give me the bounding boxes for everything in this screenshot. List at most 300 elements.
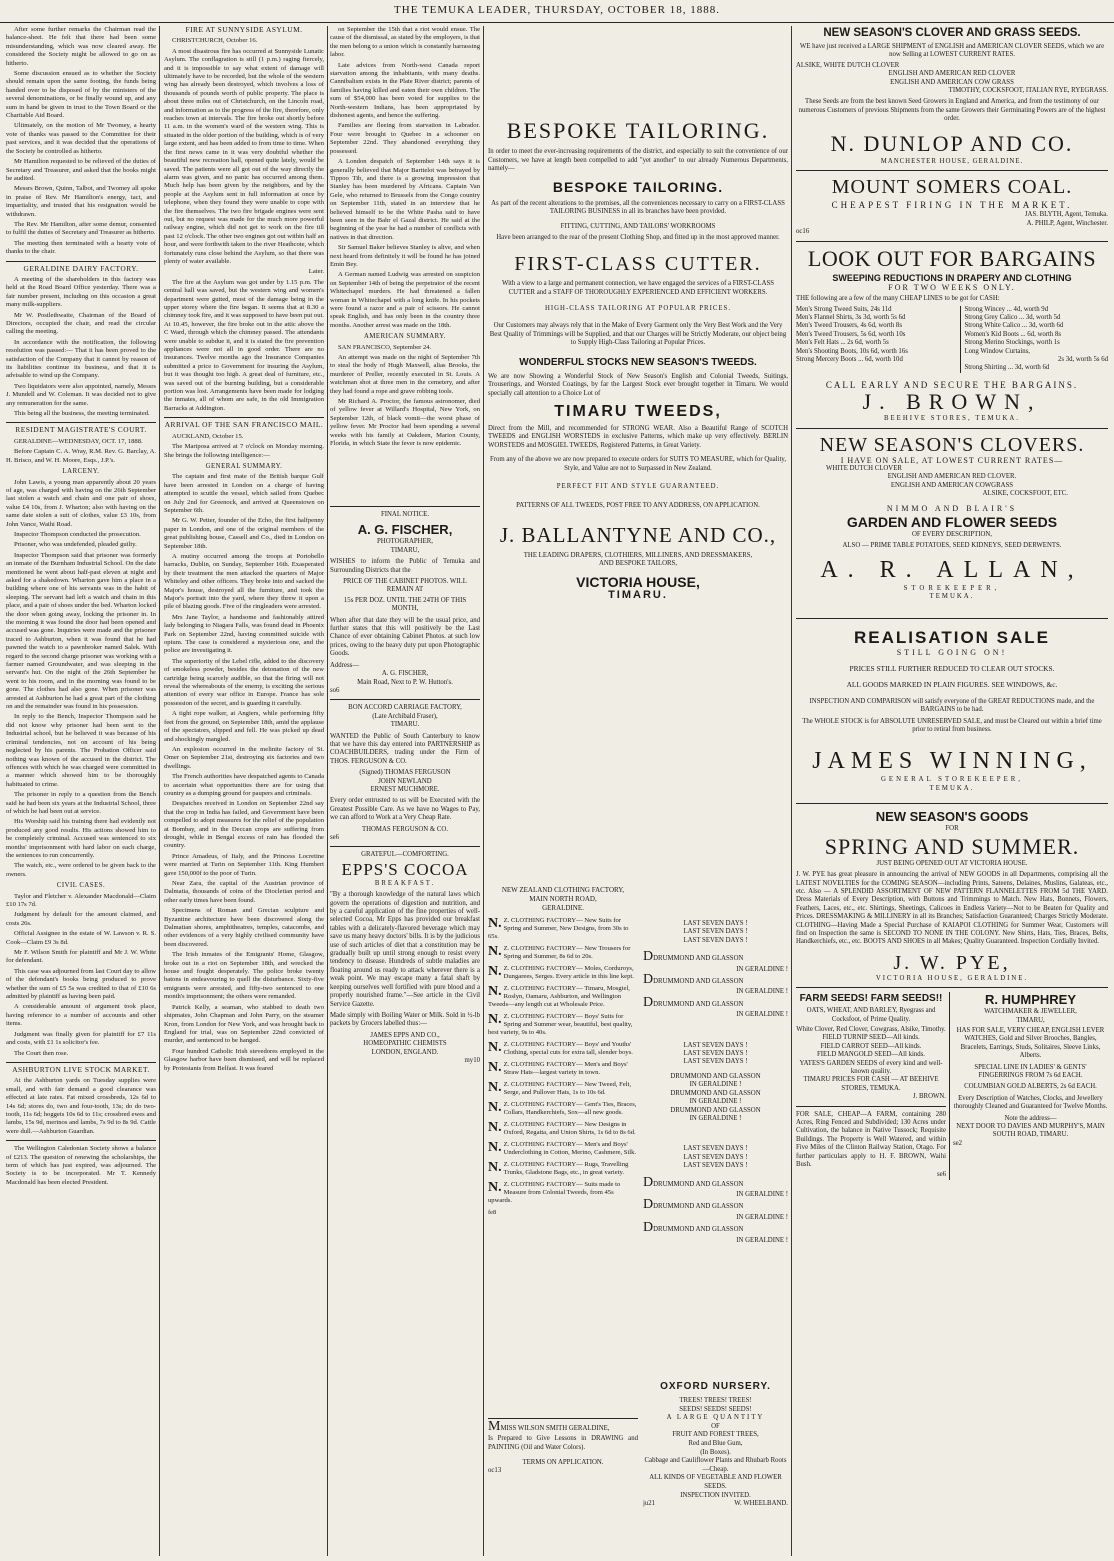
list-item: N. Z. CLOTHING FACTORY— New Tweed, Felt, Serge, and Pullover Hats, 1s to 10s 6d. <box>488 1080 632 1096</box>
ad-address: Main Road, Next to P. W. Hutton's. <box>357 678 453 686</box>
paragraph: A most disastrous fire has occurred at Sunnyside Lunatic Asylum. The conflagration is still (1 p.m.) raging fiercely, and it is impossible to say what extent of damage will ultimately have to be recorded, but the whole of the western wing has already been destroyed, which involves a loss of thousands of pounds worth of public property. The place is about three miles out of Christchurch, on the Lincoln road, and information as to the progress of the fire, therefore, only reaches town at intervals. The fire broke out shortly before 11 a.m. in the women's ward of the western wing. This is situated in the older portion of the building, which is of very large extent, and has been added to from time to time. When the first news came in it was very doubtful whether the beautiful new recreation hall, opened quite lately, would be saved. The patients were all got out of the way directly the alarm was given, and no panic has occurred among them. Much help has been given by the neighbors, and by the people at the Asylum sent in full information at once by telephone, when they found they were unable to cope with the fire themselves. The two fire brigade engines were sent out, but no request was made for the much more powerful railway engine, which did not get to work on the fire till past 12 o'clock. The other two engines got out within half an hour, and were forthwith taken to the river Heathcote, which fortunately runs close behind the Asylum, so that there was plenty of water available. <box>164 47 324 265</box>
ad-terms: TERMS ON APPLICATION. <box>522 1458 604 1466</box>
ad-body: INSPECTION AND COMPARISON will satisfy everyone of the GREAT REDUCTIONS made, and the BARGAINS to be had. <box>809 697 1095 714</box>
ad-town: TEMUKA. <box>929 593 975 601</box>
ad-body: FRUIT AND FOREST TREES, <box>672 1431 759 1439</box>
ad-firm: DRUMMOND AND GLASSON <box>670 1089 761 1097</box>
ad-body: ALSIKE, COCKSFOOT, ETC. <box>982 490 1068 498</box>
ad-body: ENGLISH AND AMERICAN COW GRASS <box>890 78 1014 86</box>
ad-slogan: LAST SEVEN DAYS ! <box>683 1162 748 1170</box>
ad-body: Made simply with Boiling Water or Milk. Sold in ½-lb packets by Grocers labelled thus:— <box>330 1011 480 1028</box>
paragraph: The Court then rose. <box>14 1049 69 1057</box>
ad-title: EPPS'S COCOA <box>341 859 469 879</box>
ad-body: Is Prepared to Give Lessons in DRAWING and PAINTING (Oil and Water Colors). <box>488 1435 638 1451</box>
oxford-nursery-ad <box>643 1380 788 1556</box>
divider <box>796 241 1108 242</box>
paragraph: Despatches received in London on September 22nd say that the crop in India has failed, and Government have been compelled to adopt measures for the relief of the population at Bombay, and in the Deccan crops are suffering from drought, while in Bengal excess of rain has flooded the country. <box>164 800 324 850</box>
paragraph: Mrs Jane Taylor, a handsome and fashionably attired lady belonging to Niagara Falls, was found dead in Phoenix Park on September 22nd, having committed suicide with opium. The case is considered a mysterious one, and the police are investigating it. <box>164 613 324 655</box>
paragraph: Four hundred Catholic Irish stevedores employed in the Glasgow harbor have been dismissed, and will be replaced by Protestants from Belfast. It was feared <box>164 1047 324 1072</box>
ad-sub: FOR TWO WEEKS ONLY. <box>888 282 1016 292</box>
ad-sub: (Late Archibald Fraser), <box>372 712 438 720</box>
paragraph: Official Assignee in the estate of W. Lawson v. R. S. Cook—Claim £9 3s 8d. <box>6 930 156 946</box>
list-item: Strong Shirting ... 3d, worth 6d <box>964 364 1050 372</box>
paragraph: In accordance with the notification, the following resolution was passed:— That it has been proved to the satisfaction of the Company that it cannot by reason of its liabilities continue its business, and that it is advisable to wind up the Company. <box>6 338 156 380</box>
ad-notice: FINAL NOTICE. <box>380 511 430 518</box>
divider <box>6 1140 156 1141</box>
ad-body: HIGH-CLASS TAILORING AT POPULAR PRICES. <box>544 305 732 313</box>
list-item: Long Window Curtains, <box>964 347 1030 355</box>
list-item: N. Z. CLOTHING FACTORY— New Suits for Spring and Summer, New Designs, from 30s to 65s. <box>488 916 629 940</box>
ad-body: ENGLISH AND AMERICAN COWGRASS <box>890 481 1014 489</box>
section-heading: RESIDENT MAGISTRATE'S COURT. <box>6 422 156 434</box>
ad-signed: JOHN NEWLAND <box>378 777 432 785</box>
drummond-glasson-ad <box>643 920 788 1350</box>
list-item: 2s 3d, worth 5s 6d <box>1057 355 1108 363</box>
ad-body: PERFECT FIT AND STYLE GUARANTEED. <box>556 483 720 491</box>
column-rule <box>949 992 950 1180</box>
list-item: N. Z. CLOTHING FACTORY— Men's and Boys' Straw Hats—largest variety in town. <box>488 1060 628 1076</box>
ad-code: se2 <box>953 1139 963 1147</box>
ad-firm: DDRUMMOND AND GLASSON <box>643 994 744 1010</box>
ad-title: R. HUMPHREY <box>984 992 1076 1008</box>
paragraph: Mr Hamilton requested to be relieved of the duties of Secretary and Treasurer, and asked that the books might be audited. <box>6 158 156 182</box>
humphrey-ad <box>953 992 1108 1180</box>
ad-tag: GRATEFUL—COMFORTING. <box>361 851 449 859</box>
ad-maker: LONDON, ENGLAND. <box>371 1048 439 1056</box>
ad-sub: BREAKFAST. <box>374 879 436 887</box>
ad-body: ALSO — PRIME TABLE POTATOES, SEED KIDNEYS, SEED DERWENTS. <box>842 542 1062 550</box>
ad-maker: HOMEOPATHIC CHEMISTS <box>363 1040 447 1048</box>
ad-body: THE following are a few of the many CHEAP LINES to be got for CASH: <box>796 295 1000 303</box>
ad-body: J. W. PYE has great pleasure in announcing the arrival of NEW GOODS in all Departments, comprising all the LATEST NOVELTIES for the COMING SEASON—including Prints, Sateens, Delaines, Muslins, Galateas, etc., etc. Also — A SPLENDID ASSORTMENT OF NEW PATTERN FLANNELETTES FROM 5d THE YARD. Dress Materials of Every Description, with Buttons and Trimmings to Match. New Hats, Bonnets, Flowers, Feathers, Laces, etc., etc. Shirtings, Sheetings, Calicoes in Endless Variety—Not to be Beaten for Quality and Prices. DRESSMAKING & MILLINERY in all its Branches; Satisfaction Guaranteed; Charges Strictly Moderate. CLOTHING—Having Made a Special Purchase of KAIAPOI CLOTHING for Summer Wear, Customers will find on Inspection the same is SECOND TO NONE IN THE COLONY. New Shirts, Hats, Ties, Braces, Belts, Handkerchiefs, etc., etc. BOOTS AND SHOES in all Makes; Quality Guaranteed. Inspection Cordially Invited. <box>796 871 1108 946</box>
ad-title: MOUNT SOMERS COAL. <box>831 176 1073 199</box>
ad-title: REALISATION SALE <box>853 627 1051 647</box>
dateline: AUCKLAND, October 15. <box>172 432 244 440</box>
ad-body: Note the address— <box>1004 1114 1057 1122</box>
paragraph: Families are fleeing from starvation in Labrador. Four were brought to Quebec in a schooner on September 22nd. They abandoned everything they possessed. <box>330 122 480 155</box>
dateline: SAN FRANCISCO, September 24. <box>338 343 432 351</box>
ad-agent: JAS. BLYTH, Agent, Temuka. <box>1024 211 1108 219</box>
divider <box>330 846 480 847</box>
column-rule <box>791 26 792 1556</box>
list-item: N. Z. CLOTHING FACTORY— Suits made to Measure from Colonial Tweeds, from 45s upwards. <box>488 1180 621 1204</box>
paragraph: Before Captain C. A. Wray, R.M. Rev. G. Barclay, A. H. Brisco, and W. H. Moore, Esqs., J.P.'s. <box>6 448 156 464</box>
paragraph: Two liquidators were also appointed, namely, Messrs J. Mundell and W. Coleman. It was decided not to give any remuneration for the same. <box>6 382 156 407</box>
ad-house: VICTORIA HOUSE, GERALDINE. <box>875 974 1029 982</box>
ad-title: NEW SEASON'S CLOVERS. <box>819 433 1085 456</box>
ad-title: BON ACCORD CARRIAGE FACTORY, <box>348 704 462 712</box>
paragraph: Judgment was finally given for plaintiff for £7 11s and costs, with £1 1s solicitor's fee. <box>6 1030 156 1047</box>
list-item: Men's Tweed Trousers, 5s 6d, worth 10s <box>796 330 906 338</box>
ad-body: I HAVE ON SALE, AT LOWEST CURRENT RATES— <box>840 455 1064 465</box>
paragraph: At the Ashburton yards on Tuesday supplies were small, and with fair demand a good clearance was effected at late rates. Fat mixed crossbreds, 12s 6d to 14s 6d; stores do, two and four-tooth, 13s; do do two-tooth, 11s 6d; hoggets 10s 6d to 11s; crossbred ewes and lambs, 15s 9d, merinos and lambs, 7s 9d to 8s 9d. Cattle were dull.—Ashburton Guardian. <box>6 1077 156 1135</box>
list-item: N. Z. CLOTHING FACTORY— New Designs in Oxford, Regatta, and Union Shirts, 1s 6d to 8s 6d. <box>488 1120 636 1136</box>
paragraph: The French authorities have despatched agents to Canada to ascertain what opportunities there are for using that country as a dumping ground for paupers and criminals. <box>164 773 324 797</box>
ad-body: ALL KINDS OF VEGETABLE AND FLOWER SEEDS. <box>649 1474 782 1490</box>
ad-body: FIELD CARROT SEED—All kinds. <box>820 1042 922 1050</box>
paragraph: A meeting of the shareholders in this factory was held at the Road Board Office yesterday. There was a fair number present, including on this occasion a great many milk-suppliers. <box>6 275 156 309</box>
ad-code: ju21 <box>643 1500 656 1508</box>
ad-body: ALL GOODS MARKED IN PLAIN FIGURES. SEE WINDOWS, &c. <box>846 680 1058 690</box>
ad-addr: MAIN NORTH ROAD, <box>529 895 597 903</box>
news-column-3 <box>330 26 480 446</box>
list-item: Men's Felt Hats ... 2s 6d, worth 5s <box>796 339 889 347</box>
list-item: Men's Shooting Boots, 10s 6d, worth 16s <box>796 347 908 355</box>
ad-firm: DDRUMMOND AND GLASSON <box>643 1174 744 1190</box>
ad-house: VICTORIA HOUSE, <box>576 573 700 590</box>
ad-code: oc13 <box>488 1467 502 1475</box>
ad-title: NEW ZEALAND CLOTHING FACTORY, <box>501 886 625 894</box>
list-item: N. Z. CLOTHING FACTORY— Moles, Corduroys, Dungarees, Serges. Every article in this line kept. <box>488 964 634 980</box>
paragraph: The watch, etc., were ordered to be given back to the owners. <box>6 862 156 878</box>
sub-heading: AMERICAN SUMMARY. <box>363 333 447 341</box>
ad-body: Our Customers may always rely that in the Make of Every Garment only the Very Best Work and the Very Best Quality of Trimmings will be Supplied, and that our Charges will be Strictly Moderate, our object being to Supply High-Class Tailoring at Popular Prices. <box>489 321 787 347</box>
ad-firm-town: IN GERALDINE ! <box>689 1114 742 1122</box>
ad-body: Cabbage and Cauliflower Plants and Rhubarb Roots—Cheap. <box>644 1457 787 1473</box>
ad-body: "By a thorough knowledge of the natural laws which govern the operations of digestion and nutrition, and by a careful application of the fine properties of well-selected Cocoa, Mr Epps has provided our breakfast tables with a delicately-flavored beverage which may save us many heavy doctors' bills. It is by the judicious use of such articles of diet that a constitution may be gradually built up until strong enough to resist every tendency to disease. Hundreds of subtle maladies are floating around us ready to attack wherever there is a weak point. We may escape many a fatal shaft by keeping ourselves well fortified with pure blood and a properly nourished frame."—See article in the Civil Service Gazette. <box>330 891 480 1008</box>
paragraph: Specimens of Roman and Grecian sculpture and Byzantine architecture have been discovered along the Dalmatian shores, amphitheatres, temples, catacombs, and other evidences of a very highly civilised community have been discovered. <box>164 907 324 948</box>
bargains-left <box>796 306 958 373</box>
ad-code: se6 <box>330 834 340 841</box>
paragraph: This being all the business, the meeting terminated. <box>14 410 150 418</box>
dateline: CHRISTCHURCH, October 16. <box>172 37 258 45</box>
list-item: N. Z. CLOTHING FACTORY— Rugs, Travelling Trunks, Gladstone Bags, etc., in great variety. <box>488 1160 629 1176</box>
paragraph: Sir Samuel Baker believes Stanley is alive, and when next heard from definitely it will be found he has joined Emin Bey. <box>330 244 480 268</box>
ad-footer <box>643 1500 788 1509</box>
ad-sub: STILL GOING ON! <box>896 647 1008 657</box>
ad-address: Address— <box>330 661 360 669</box>
ad-body: PRICES STILL FURTHER REDUCED TO CLEAR OUT STOCKS. <box>849 664 1055 674</box>
ad-place: TIMARU. <box>390 721 420 729</box>
paragraph: Messrs Brown, Quinn, Talbot, and Twomey all spoke in praise of Rev. Mr Hamilton's energy, tact, and impartiality, and trusted that his resignation would be withdrawn. <box>6 185 156 218</box>
sub-heading: CIVIL CASES. <box>56 882 106 890</box>
ad-trade: WATCHMAKER & JEWELLER, <box>984 1008 1077 1016</box>
ad-sub: FOR <box>945 825 959 833</box>
farm-seeds-ad <box>796 992 946 1180</box>
ad-town: TIMARU, <box>1016 1016 1045 1024</box>
sub-heading: LARCENY. <box>62 468 100 476</box>
ad-body: Every order entrusted to us will be Executed with the Greatest Possible Care. As we have no Wages to Pay, we can afford to Work at a Very Cheap Rate. <box>330 797 480 822</box>
ad-slogan: LAST SEVEN DAYS ! <box>683 1041 748 1049</box>
paragraph: Taylor and Fletcher v. Alexander Macdonald—Claim £10 17s 7d. <box>6 892 156 908</box>
ad-code: oc16 <box>796 228 810 236</box>
ad-title: FARM SEEDS! FARM SEEDS!! <box>799 993 943 1005</box>
ad-body: As part of the recent alterations to the premises, all the conveniences necessary to carry on a FIRST-CLASS TAILORING BUSINESS in all its branches have been provided. <box>491 199 785 216</box>
list-item: N. Z. CLOTHING FACTORY— Boys' and Youths' Clothing, special cuts for extra tall, slender boys. <box>488 1040 633 1056</box>
ad-firm-town: IN GERALDINE ! <box>736 1213 788 1221</box>
ad-firm-town: IN GERALDINE ! <box>736 965 788 973</box>
list-item: Strong White Calico ... 3d, worth 6d <box>964 322 1064 330</box>
ad-body: NEXT DOOR TO DAVIES AND MURPHY'S, MAIN SOUTH ROAD, TIMARU. <box>956 1123 1105 1139</box>
paragraph: Inspector Thompson conducted the prosecution. <box>14 530 141 538</box>
ad-body: Every Description of Watches, Clocks, and Jewellery thoroughly Cleaned and Guaranteed for Twelve Months. <box>953 1094 1108 1111</box>
ad-body: INSPECTION INVITED. <box>680 1491 751 1499</box>
ad-slogan: LAST SEVEN DAYS ! <box>683 928 748 936</box>
ad-code: my10 <box>464 1056 480 1064</box>
ad-town: TEMUKA. <box>929 784 975 792</box>
miss-wilson-ad <box>488 1414 638 1554</box>
ad-owner: W. WHEELBAND. <box>734 1500 788 1508</box>
ad-body: ENGLISH AND AMERICAN RED CLOVER <box>888 70 1016 78</box>
paragraph: A mutiny occurred among the troops at Portobello barracks, Dublin, on Sunday, September 16th. Exasperated by their treatment the men attacked the quarters of Major Whiteley and other officers. They broke into and sacked the Major's house, destroyed all the furniture, and took the Major's portrait into the yard, where they threw it upon a pile of blazing goods. Five of the ringleaders were arrested. <box>164 552 324 611</box>
ad-body: In order to meet the ever-increasing requirements of the district, and especially to suit the convenience of our Customers, we have at length been compelled to add "yet another" to our already Numerous Departments, namely— <box>488 148 788 173</box>
section-heading: ARRIVAL OF THE SAN FRANCISCO MAIL. <box>164 417 324 429</box>
ad-body: OATS, WHEAT, AND BARLEY, Ryegrass and Cocksfoot, of Prime Quality. <box>806 1007 936 1023</box>
ad-firm: DRUMMOND AND GLASSON <box>670 1106 761 1114</box>
paragraph: Prisoner, who was undefended, pleaded guilty. <box>14 541 137 549</box>
ad-agent: A. PHILP, Agent, Winchester. <box>1026 219 1108 227</box>
ad-slogan: LAST SEVEN DAYS ! <box>683 1153 748 1161</box>
ad-body: FIELD TURNIP SEED—All kinds. <box>822 1034 920 1042</box>
divider <box>796 170 1108 171</box>
ads-column-3 <box>330 502 480 1556</box>
ad-firm: DDRUMMOND AND GLASSON <box>643 972 744 988</box>
paragraph: His Worship said his training there had evidently not produced any good results. His actions showed him to be completely criminal. Accused was sentenced to six months' imprisonment with hard labor on each charge, the sentences to run concurrently. <box>6 818 156 859</box>
paragraph: Mr W. Postlethwaite, Chairman of the Board of Directors, occupied the chair, and read the circular calling the meeting. <box>6 311 156 336</box>
ad-firm: A. R. ALLAN, <box>820 556 1084 583</box>
paragraph: The Wellington Caledonian Society shows a balance of £213. The question of renewing the scholarships, the term of which has just expired, was adjourned. The Society is to be incorporated. Mr T. Kennedy Macdonald has been elected President. <box>6 1145 156 1186</box>
list-item: N. Z. CLOTHING FACTORY— New Trousers for Spring and Summer, 8s 6d to 20s. <box>488 944 631 960</box>
ad-firm: N. DUNLOP AND CO. <box>830 130 1074 156</box>
divider <box>796 803 1108 804</box>
ad-title: NEW SEASON'S GOODS <box>875 809 1029 825</box>
ad-name: A. G. FISCHER, <box>357 522 453 538</box>
ad-title: LOOK OUT FOR BARGAINS <box>807 245 1097 271</box>
ad-line: CHEAPEST FIRING IN THE MARKET. <box>831 200 1073 211</box>
list-item: Men's Strong Tweed Suits, 24s 11d <box>796 305 892 313</box>
ad-town: TIMARU. <box>608 588 668 601</box>
paragraph: In reply to the Bench, Inspector Thompson said he did not know why prisoner had been sent to the Industrial school, but he believed it was because of his criminal tendencies, not on account of his being neglected by his parents. The Probation Officer said nothing was known of the accused in the district. The offences with which he was charged were committed in a manner which showed him to be thoroughly habituated to crime. <box>6 713 156 788</box>
ad-body: With a view to a large and permanent connection, we have engaged the services of a FIRST-CLASS CUTTER and a STAFF OF THOROUGHLY EXPERIENCED AND EFFICIENT WORKERS. <box>501 280 775 296</box>
ad-body: When after that date they will be the usual price, and further states that this will positively be the Last Chance of ever obtaining Cabinet Photos. at such low prices, owing to the heavy duty put upon Photographic Goods. <box>330 616 480 658</box>
ad-firm: J. BROWN. <box>912 1093 946 1101</box>
ad-title: BESPOKE TAILORING. <box>506 118 770 143</box>
paragraph: Ultimately, on the motion of Mr Twomey, a hearty vote of thanks was passed to the Committee for their past services, and it was decided that the operations of the Society be controlled as hitherto. <box>6 122 156 155</box>
ad-body: TIMOTHY, COCKSFOOT, ITALIAN RYE, RYEGRASS. <box>948 87 1108 95</box>
column-rule <box>483 26 484 1556</box>
ad-slogan: LAST SEVEN DAYS ! <box>683 936 748 944</box>
ad-slogan: LAST SEVEN DAYS ! <box>683 1058 748 1066</box>
ad-body: OF EVERY DESCRIPTION, <box>912 531 992 538</box>
masthead <box>0 0 1114 23</box>
ad-call: CALL EARLY AND SECURE THE BARGAINS. <box>825 379 1079 390</box>
ad-firm: JAMES WINNING, <box>812 748 1092 775</box>
divider <box>488 1418 638 1419</box>
ad-house: MANCHESTER HOUSE, GERALDINE. <box>880 157 1024 165</box>
paragraph: This case was adjourned from last Court day to allow of the defendant's books being produced to prove whether the sum of £5 5s was credited to that of £10 6s admitted by plaintiff as having been paid. <box>6 967 156 1001</box>
ad-body: TIMARU PRICES FOR CASH — AT BEEHIVE STORES, TEMUKA. <box>803 1076 939 1092</box>
paragraph: Mr F. Wilson Smith for plaintiff and Mr J. W. White for defendant. <box>6 949 156 965</box>
ad-firm: DDRUMMOND AND GLASSON <box>643 1197 744 1213</box>
paragraph: GERALDINE—WEDNESDAY, OCT. 17, 1888. <box>14 437 143 445</box>
ad-body: TREES! TREES! TREES! <box>679 1397 752 1404</box>
ad-body: OF <box>711 1422 720 1430</box>
ad-body: ALSIKE, WHITE DUTCH CLOVER <box>796 61 900 69</box>
ad-sub: GARDEN AND FLOWER SEEDS <box>846 514 1058 530</box>
divider <box>330 699 480 700</box>
ad-body: From any of the above we are now prepared to execute orders for SUITS TO MEASURE, which for Quality, Style, and Value are not to Surpassed in New Zealand. <box>489 456 787 472</box>
ad-sub: JUST BEING OPENED OUT AT VICTORIA HOUSE. <box>876 859 1028 867</box>
ad-body: FIELD MANGOLD SEED—All kinds. <box>817 1051 925 1059</box>
paragraph: Patrick Kelly, a seaman, who stabbed to death two shipmates, John Chapman and John Parry, on the steamer Kron, from London for New York, and was brought back to England for trial, was on September 22nd convicted of murder, and sentenced to be hanged. <box>164 1003 324 1045</box>
nz-clothing-factory-ad <box>488 886 638 1406</box>
list-item: Strong Merino Stockings, worth 1s <box>964 339 1060 347</box>
ad-body: Direct from the Mill, and recommended for STRONG WEAR. Also a Beautiful Range of SCOTCH TWEEDS and ENGLISH WORSTEDS in exclusive Patterns, which make up very effectively. BERLIN WORSTEDS and MOSGIEL TWEEDS, Registered Patterns, in Great Variety. <box>488 424 788 449</box>
ad-body: 15s PER DOZ. UNTIL THE 24TH OF THIS MONTH, <box>343 596 467 613</box>
ad-title: MMISS WILSON SMITH GERALDINE, <box>488 1419 610 1434</box>
ad-firm-town: IN GERALDINE ! <box>689 1081 742 1089</box>
paragraph: The Irish inmates of the Emigrants' Home, Glasgow, broke out in a riot on September 18th, and wrecked the house and fought desperately. The police broke twenty batons in endeavouring to quell the disturbance. Sixty-five emigrants were arrested, and fifty-two sentenced to one month's imprisonment; the others were remanded. <box>164 951 324 1001</box>
ad-body: FITTING, CUTTING, AND TAILORS' WORKROOMS <box>560 222 716 230</box>
paragraph: Near Zara, the capital of the Austrian province of Dalmatia, thousands of coins of the Diocletian period and other early times have been found. <box>164 880 324 904</box>
ad-code: so6 <box>330 686 340 694</box>
ad-sub: SWEEPING REDUCTIONS IN DRAPERY AND CLOTHING <box>832 272 1072 283</box>
ad-place: BEEHIVE STORES, TEMUKA. <box>884 415 1020 423</box>
news-column-2 <box>164 26 324 1556</box>
ad-slogan: LAST SEVEN DAYS ! <box>683 1050 748 1058</box>
masthead-title: THE TEMUKA LEADER, THURSDAY, OCTOBER 18, 1888. <box>394 4 720 16</box>
ad-body: SEEDS! SEEDS! SEEDS! <box>679 1405 752 1413</box>
ad-body: SPECIAL LINE IN LADIES' & GENTS' FINGERRINGS FROM 7s 6d EACH. <box>974 1063 1087 1079</box>
ad-body: NIMMO AND BLAIR'S <box>886 503 1018 513</box>
ad-body: WHITE DUTCH CLOVER <box>826 464 902 472</box>
ad-slogan: LAST SEVEN DAYS ! <box>683 920 748 927</box>
ad-body: HAS FOR SALE, VERY CHEAP, ENGLISH LEVER WATCHES, Gold and Silver Brooches, Bangles, Bracelets, Earrings, Studs, Solitaires, Sleeve Links, Alberts. <box>956 1026 1105 1060</box>
ad-sub: WONDERFUL STOCKS NEW SEASON'S TWEEDS. <box>519 356 757 368</box>
ad-firm-town: IN GERALDINE ! <box>736 988 788 996</box>
paragraph: A tight rope walker, at Angiers, while performing fifty feet from the ground, on September 18th, amid the applause of the spectators, slipped and fell. He was picked up dead and shockingly mangled. <box>164 710 324 743</box>
ad-body: COLUMBIAN GOLD ALBERTS, 2s 6d EACH. <box>964 1083 1097 1091</box>
section-heading: ASHBURTON LIVE STOCK MARKET. <box>6 1062 156 1074</box>
ad-body: WANTED the Public of South Canterbury to know that we have this day entered into PARTNERSHIP as COACHBUILDERS, trading under the Firm of THOS. FERGUSON & CO. <box>330 732 480 765</box>
paragraph: Inspector Thompson said that prisoner was formerly an inmate of the Burnham Industrial School. On the date mentioned he went about half-past eleven at night and asked for a shakedown. Wharton gave him a place in a building where one of his servants was in the habit of sleeping. The servant had left a watch and chain in this place, and a pair of shoes under the bed. Wharton locked the door when going away, locking the prisoner in. In the morning it was found the door had been opened and accused was gone. Inquiries were made and the prisoner traced to Ashburton, when it was found that he had pawned the watch to a pawnbroker named Salek. With regard to the second charge prisoner was working with a farmer named Groundwater, and was sleeping in the servant's hut. On the night of the 26th September he went to his room, and in the morning was found to be gone. The clothes had also gone. When prisoner was arrested at Ashburton he had a great part of the clothing on and the remainder was found in his possession. <box>6 551 156 711</box>
ad-body: PRICE OF THE CABINET PHOTOS. WILL REMAIN AT <box>343 578 467 594</box>
ad-firm: DDRUMMOND AND GLASSON <box>643 949 744 965</box>
paragraph: Late advices from North-west Canada report starvation among the inhabitants, with many deaths. Cannibalism exists in the Plate River district; parents of families having killed and eaten their own children. The sum of $54,000 has been voted for supplies to the North-western Indians, has been appropriated by dishonest agents, and hence the suffering. <box>330 61 480 120</box>
ad-address: A. G. FISCHER, <box>381 670 429 678</box>
ad-signed: (Signed) THOMAS FERGUSON <box>359 769 451 777</box>
ad-firm-desc: THE LEADING DRAPERS, CLOTHIERS, MILLINERS, AND DRESSMAKERS, AND BESPOKE TAILORS, <box>523 551 753 568</box>
ad-title: NEW SEASON'S CLOVER AND GRASS SEEDS. <box>823 27 1081 39</box>
right-ads <box>796 26 1108 1556</box>
ad-maker: JAMES EPPS AND CO., <box>370 1031 440 1039</box>
paragraph: The superiority of the Lebel rifle, added to the discovery of smokeless powder, besides the detonation of the new cartridge being scarcely audible, so that the firing will not reveal the whereabouts of the enemy, is exciting the serious attention of every war office in Europe. France has sole possession of the secret, and is guarding it carefully. <box>164 657 324 707</box>
ad-firm: J. BROWN, <box>862 389 1042 415</box>
list-item: Men's Flannel Shirts, 3s 3d, worth 5s 6d <box>796 313 906 321</box>
list-item: Strong Wincey ... 4d, worth 9d <box>964 305 1049 313</box>
section-heading: GERALDINE DAIRY FACTORY. <box>6 261 156 273</box>
ad-trade: PHOTOGRAPHER, <box>377 538 433 546</box>
list-item: N. Z. CLOTHING FACTORY— Boys' Suits for Spring and Summer wear, beautiful, best quality, best variety, 9s to 40s. <box>488 1012 633 1036</box>
paragraph: The captain and first mate of the British barque Gulf have been arrested in London on a charge of having attempted to scuttle the vessel, which sailed from Quebec on July 2nd for Greenock, and arrived at Queenstown on September 6th. <box>164 473 324 514</box>
section-heading: FIRE AT SUNNYSIDE ASYLUM. <box>185 26 303 34</box>
list-item: N. Z. CLOTHING FACTORY— Men's and Boys' Underclothing in Cotton, Merino, Cashmere, Silk. <box>488 1140 637 1156</box>
dateline: Later. <box>308 268 324 276</box>
ad-firm-town: IN GERALDINE ! <box>689 1098 742 1106</box>
ad-body: (In Boxes). <box>700 1448 731 1456</box>
paragraph: Some discussion ensued as to whether the Society should remain upon the same footing, the funds being handed over to be disposed of by the ministers of the several denominations, or be finally wound up, and any sum in hand be given in trust to the Town Board or the Charitable Aid Board. <box>6 70 156 120</box>
paragraph: Mr Richard A. Proctor, the famous astronomer, died of yellow fever at Willard's Hospital, New York, on September 12th, of black vomit—the worst phase of yellow fever. Mr Proctor had been spending a several weeks with his family at Oakdeen, Marion County, Florida, in which State the fever is now epidemic. <box>330 398 480 446</box>
divider <box>330 506 480 507</box>
ad-body: YATES'S GARDEN SEEDS of every kind and well-known quality. <box>799 1059 943 1075</box>
ad-body: PATTERNS OF ALL TWEEDS, POST FREE TO ANY ADDRESS, ON APPLICATION. <box>516 502 760 510</box>
paragraph: A considerable amount of argument took place, having reference to a number of accounts and other items. <box>6 1003 156 1028</box>
ad-sub: TIMARU TWEEDS, <box>554 402 722 420</box>
paragraph: Prince Amadeus, of Italy, and the Princess Locretine were married at Turin on September 11th. King Humbert gave 150,000f to the poor of Turin. <box>164 852 324 877</box>
divider <box>796 987 1108 988</box>
divider <box>796 618 1108 619</box>
ad-trade: STOREKEEPER, <box>903 584 1001 592</box>
paragraph: Mr G. W. Petter, founder of the Echo, the first halfpenny paper in London, and one of the original members of the great publishing house, Cassell and Co., died in London on September 18th. <box>164 517 324 550</box>
bespoke-tailoring-ad <box>488 118 788 774</box>
ad-firm: DRUMMOND AND GLASSON <box>670 1072 761 1080</box>
ad-firm: J. BALLANTYNE AND CO., <box>499 522 777 547</box>
ad-body: Red and Blue Gum, <box>688 1439 743 1447</box>
ad-body: These Seeds are from the best known Seed Growers in England and America, and from the testimony of our numerous Customers of previous Shipments from the same Growers their Germinating Powers are of the highest order. <box>798 98 1106 123</box>
ad-body: We are now Showing a Wonderful Stock of New Season's English and Colonial Tweeds, Suitings, Trouserings, and Worsted Coatings, by far the Largest Stock ever brought together in Timaru. We would specially call attention to a Choice Lot of <box>488 372 788 397</box>
ad-title: OXFORD NURSERY. <box>660 1381 771 1392</box>
paragraph: Judgment by default for the amount claimed, and costs 26s. <box>6 911 156 927</box>
ad-slogan: LAST SEVEN DAYS ! <box>683 1145 748 1153</box>
ad-body: White Clover, Red Clover, Cowgrass, Alsike, Timothy. <box>796 1025 946 1033</box>
divider <box>796 1106 946 1107</box>
ad-place: TIMARU, <box>390 546 420 554</box>
column-rule <box>159 26 160 1556</box>
list-item: N. Z. CLOTHING FACTORY— Timaru, Mosgiel, Roslyn, Oamaru, Ashburton, and Wellington Tweeds—any length cut at Wholesale Price. <box>488 984 630 1008</box>
paragraph: A London despatch of September 14th says it is generally believed that Major Barttelot was betrayed by Tippoo Tib, and there is a growing impression that Stanley has been murdered by Africans. Captain Van Gele, who returned to Brussels from the Congo country on September 11th, stated in an interview that he believed himself to be the White Pasha said to have been seen in the Bahr el Gazal district. He said at the beginning of the year he had a number of conflicts with natives in that direction. <box>330 158 480 241</box>
ad-body: WISHES to inform the Public of Temuka and Surrounding Districts that the <box>330 558 480 574</box>
ad-code: se6 <box>936 1171 946 1179</box>
paragraph: The Mariposa arrived at 7 o'clock on Monday morning. She brings the following intelligence:— <box>164 443 324 459</box>
paragraph: A German named Ludwig was arrested on suspicion on September 14th of being the perpetrator of the recent Whitechapel murders. He had threatened a fallen woman in Whitechapel with a long knife. In his pockets were found a razor and a pair of scissors. He cannot speak English, and has only been in the country three months. Another arrest was made on the 18th. <box>330 271 480 329</box>
ad-title: FIRST-CLASS CUTTER. <box>514 253 762 276</box>
divider <box>796 428 1108 429</box>
paragraph: The prisoner in reply to a question from the Bench said he had been six years at the Industrial School, three of which he had been out at service. <box>6 791 156 815</box>
news-column-1 <box>6 26 156 1556</box>
ad-firm-town: IN GERALDINE ! <box>736 1190 788 1198</box>
paragraph: After some further remarks the Chairman read the balance-sheet. He felt that there had been some misunderstanding, which was now cleared away. He considered the Society might be allowed to go on as hitherto. <box>6 26 156 67</box>
ad-body: The WHOLE STOCK is for ABSOLUTE UNRESERVED SALE, and must be Cleared out within a brief time prior to retiral from business. <box>802 717 1102 734</box>
list-item: Strong Grey Calico ... 3d, worth 5d <box>964 313 1061 321</box>
column-rule <box>327 26 328 1556</box>
paragraph: An explosion occurred in the melinite factory of St. Omer on September 21st, destroying six factories and two dwellings. <box>164 745 324 770</box>
ad-firm: J. W. PYE, <box>893 951 1011 974</box>
paragraph: An attempt was made on the night of September 7th to steal the body of Hugh Maxwell, alias Brooks, the murderer of Preller, recently executed in St. Louis. A watchman shot at three men in the cemetery, and after they had found a rope and grave robbing tools. <box>330 354 480 395</box>
ad-code: fe8 <box>488 1209 497 1216</box>
paragraph: John Lawis, a young man apparently about 20 years of age, was charged with having on the 26th September last stolen a watch and chain and one pair of shoes, value £4 10s, from J. Wharton; also with having on the same date stolen a suit of clothes, value £3 10s, from John Vance, Waihi Road. <box>6 478 156 528</box>
sub-heading: GENERAL SUMMARY. <box>205 462 283 470</box>
ad-body: WE have just received a LARGE SHIPMENT of ENGLISH and AMERICAN CLOVER SEEDS, which we are now Selling at LOWEST CURRENT RATES. <box>799 43 1105 59</box>
ad-signed: ERNEST MUCHMORE. <box>370 785 440 793</box>
ad-firm-town: IN GERALDINE ! <box>736 1236 788 1244</box>
ad-signoff: THOMAS FERGUSON & CO. <box>361 825 449 833</box>
paragraph: The meeting then terminated with a hearty vote of thanks to the chair. <box>6 239 156 256</box>
bargains-table <box>796 306 1108 373</box>
list-item: Strong Mercery Boots ... 6d, worth 10d <box>796 355 903 363</box>
ad-firm-town: IN GERALDINE ! <box>736 1011 788 1019</box>
ad-firm: DDRUMMOND AND GLASSON <box>643 1220 744 1236</box>
ad-town: GERALDINE. <box>542 904 584 912</box>
bottom-ads <box>796 992 1108 1180</box>
ad-body: A LARGE QUANTITY <box>666 1414 765 1422</box>
paragraph: The fire at the Asylum was got under by 1.15 p.m. The central hall was saved, but the western wing and women's department were gutted, most of the damage being in the upper storey where the fire began. It seems that at 8.30 a chimney took fire, and it was supposed to have been put out. At 10.45, however, the fire broke out in the attic above the C Ward, through which the chimney passed. The attendants were unable to subdue it, and it is stated the fire prevention appliances were not all in good order. There are no insurances. Twelve months ago the Insurance Companies submitted a price to Government for insuring the Asylum, but it was thought too high. A great deal of furniture, etc., was saved out of the burning building, but a considerable portion was lost. Arrangements have been made for lodging the inmates, all of whom are safe, in the old Immigration Barracks at Addington. <box>164 278 324 412</box>
list-item: Men's Tweed Trousers, 4s 6d, worth 8s <box>796 322 902 330</box>
ad-body: FOR SALE, CHEAP—A FARM, containing 280 Acres, Ring Fenced and Subdivided; 130 Acres under Cultivation, the balance in Native Tussock; Requisite Buildings. The Property is Well Watered, and within Five Miles of the Clinton Railway Station, Otago. For further particulars apply to H. F. BROWN, Waihi Bush. <box>796 1110 946 1169</box>
bargains-right <box>960 306 1108 373</box>
list-item: Women's Kid Boots ... 6d, worth 8s <box>964 330 1062 338</box>
paragraph: on September the 15th that a riot would ensue. The cause of the dismissal, as stated by the employers, is that the men belong to a union which is constantly harrassing labor. <box>330 26 480 59</box>
ad-body: Have been arranged to the rear of the present Clothing Shop, and fitted up in the most approved manner. <box>496 233 780 241</box>
